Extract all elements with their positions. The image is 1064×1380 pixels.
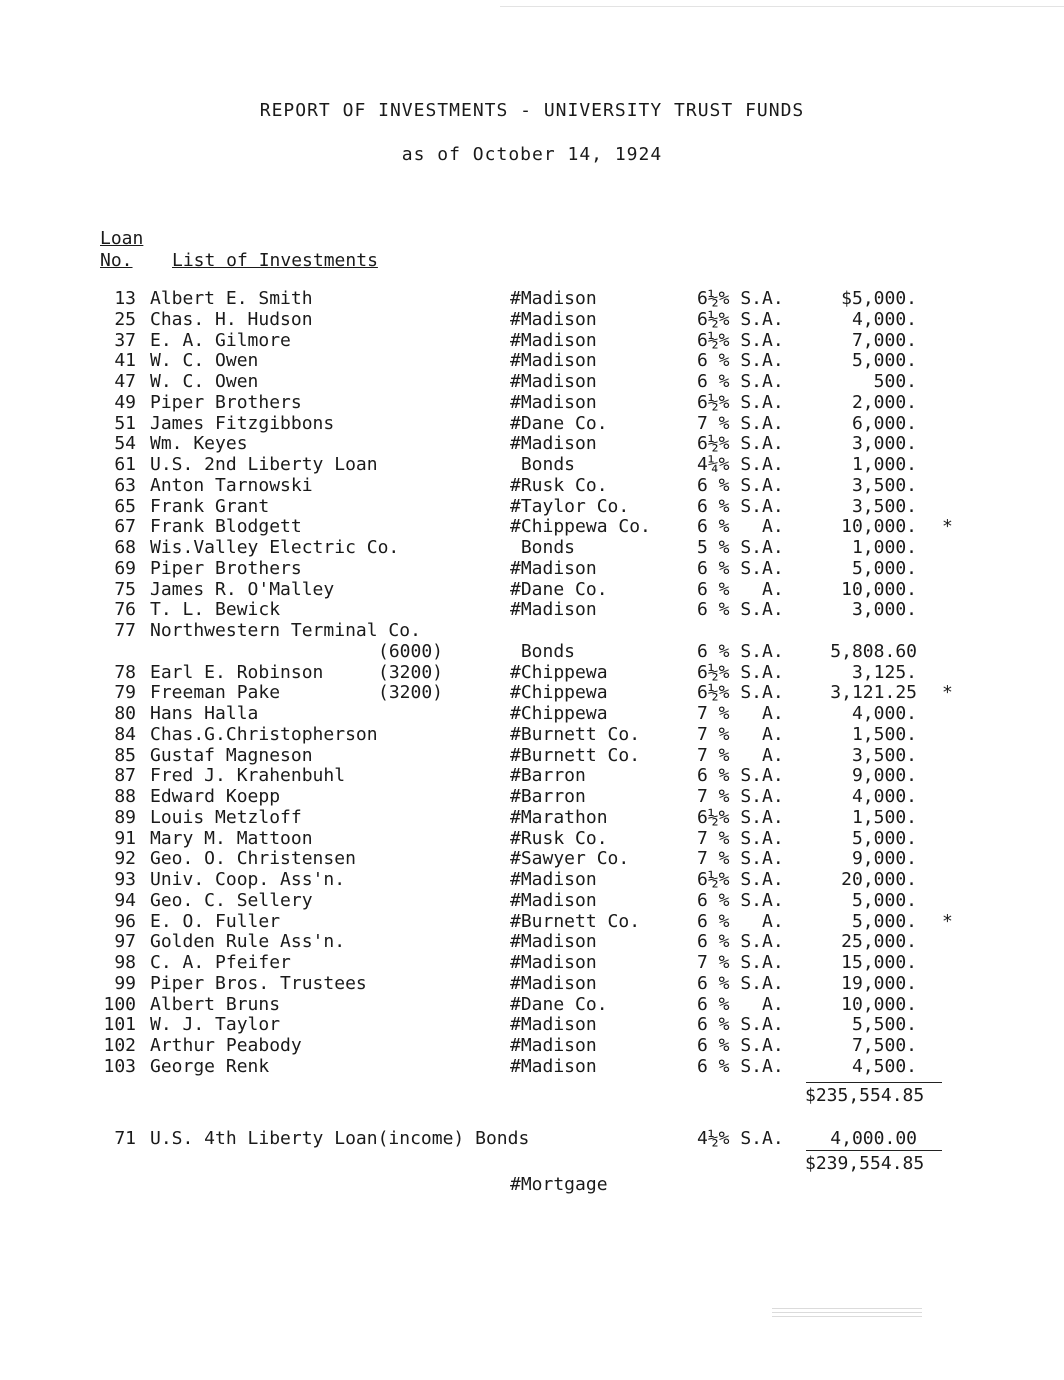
security-type: #Burnett Co. bbox=[510, 910, 641, 932]
table-row bbox=[0, 434, 1064, 455]
table-row bbox=[0, 663, 1064, 684]
investment-name: George Renk bbox=[150, 1055, 270, 1077]
investment-amount: 3,000. bbox=[851, 599, 917, 621]
interest-rate: 6 % A. bbox=[697, 993, 784, 1015]
interest-rate: 7 % A. bbox=[697, 703, 784, 724]
investment-amount: 5,000. bbox=[851, 350, 917, 372]
interest-rate: 6½% S.A. bbox=[697, 391, 784, 413]
security-type: Bonds bbox=[510, 640, 576, 662]
loan-number: 80 bbox=[114, 703, 136, 724]
mortgage-footnote: #Mortgage bbox=[510, 1174, 608, 1195]
table-row bbox=[0, 766, 1064, 787]
investment-name: James Fitzgibbons bbox=[150, 412, 335, 434]
interest-rate: 6½% S.A. bbox=[697, 288, 784, 309]
investment-amount: 19,000. bbox=[841, 972, 917, 994]
loan-number: 68 bbox=[114, 537, 136, 558]
liberty-loan-row bbox=[0, 1128, 1064, 1150]
security-type: #Madison bbox=[510, 433, 597, 455]
table-row bbox=[0, 953, 1064, 974]
investment-name: W. J. Taylor bbox=[150, 1014, 281, 1036]
investment-name: U.S. 2nd Liberty Loan bbox=[150, 454, 378, 475]
investment-name: Northwestern Terminal Co. bbox=[150, 620, 421, 641]
table-row bbox=[0, 372, 1064, 393]
table-row bbox=[0, 497, 1064, 518]
table-row bbox=[0, 331, 1064, 352]
table-row bbox=[0, 849, 1064, 870]
investment-list bbox=[0, 289, 1064, 1078]
column-header-list: List of Investments bbox=[172, 250, 378, 271]
interest-rate: 6 % S.A. bbox=[697, 350, 784, 372]
column-header-loan: Loan bbox=[100, 228, 144, 249]
interest-rate: 7 % S.A. bbox=[697, 786, 784, 807]
interest-rate: 4¼% S.A. bbox=[697, 454, 784, 475]
loan-number: 37 bbox=[114, 329, 136, 351]
column-header-no: No. bbox=[100, 250, 133, 271]
table-row bbox=[0, 787, 1064, 808]
security-type: #Madison bbox=[510, 1035, 597, 1056]
table-row bbox=[0, 829, 1064, 850]
investment-amount: 3,500. bbox=[851, 495, 917, 517]
loan-number: 65 bbox=[114, 495, 136, 517]
table-row bbox=[0, 870, 1064, 891]
loan-number: 97 bbox=[114, 931, 136, 953]
table-row bbox=[0, 891, 1064, 912]
investment-name: Albert E. Smith bbox=[150, 288, 313, 309]
loan-number: 76 bbox=[114, 599, 136, 621]
loan-number: 54 bbox=[114, 433, 136, 455]
security-type: #Taylor Co. bbox=[510, 495, 630, 517]
security-type: #Madison bbox=[510, 288, 597, 309]
investment-amount: 5,000. bbox=[851, 557, 917, 579]
security-type: #Barron bbox=[510, 765, 586, 787]
interest-rate: 6 % S.A. bbox=[697, 1035, 784, 1056]
interest-rate: 7 % A. bbox=[697, 744, 784, 766]
investment-amount: 7,500. bbox=[851, 1035, 917, 1056]
investment-name: Edward Koepp bbox=[150, 786, 281, 807]
table-row bbox=[0, 455, 1064, 476]
security-type: #Madison bbox=[510, 1055, 597, 1077]
investment-amount: 15,000. bbox=[841, 952, 917, 973]
loan-number: 78 bbox=[114, 661, 136, 683]
investment-amount: 3,500. bbox=[851, 744, 917, 766]
table-row bbox=[0, 351, 1064, 372]
interest-rate: 6½% S.A. bbox=[697, 329, 784, 351]
security-type: #Dane Co. bbox=[510, 412, 608, 434]
loan-number: 84 bbox=[114, 723, 136, 745]
interest-rate: 6 % S.A. bbox=[697, 474, 784, 496]
investment-name: Louis Metzloff bbox=[150, 806, 302, 828]
security-type: #Sawyer Co. bbox=[510, 848, 630, 870]
security-type: #Barron bbox=[510, 786, 586, 807]
investment-amount: 5,000. bbox=[851, 827, 917, 849]
interest-rate: 6 % S.A. bbox=[697, 495, 784, 517]
subtotal-rule bbox=[806, 1082, 942, 1083]
interest-rate: 6½% S.A. bbox=[697, 661, 784, 683]
investment-amount: 5,000. bbox=[851, 910, 917, 932]
investment-name: Wm. Keyes bbox=[150, 433, 248, 455]
interest-rate: 6 % A. bbox=[697, 910, 784, 932]
table-row bbox=[0, 517, 1064, 538]
loan-number: 94 bbox=[114, 889, 136, 911]
interest-rate: 6 % S.A. bbox=[697, 371, 784, 392]
interest-rate: 6½% S.A. bbox=[697, 308, 784, 330]
table-row bbox=[0, 538, 1064, 559]
investment-amount: 5,500. bbox=[851, 1014, 917, 1036]
security-type: #Madison bbox=[510, 350, 597, 372]
investment-name: Frank Blodgett bbox=[150, 516, 302, 538]
loan-number: 25 bbox=[114, 308, 136, 330]
investment-name: Hans Halla bbox=[150, 703, 259, 724]
asterisk-mark: * bbox=[942, 682, 953, 704]
investment-amount: 4,500. bbox=[851, 1055, 917, 1077]
security-type: #Rusk Co. bbox=[510, 827, 608, 849]
interest-rate: 6 % S.A. bbox=[697, 599, 784, 621]
investment-amount: 1,000. bbox=[851, 537, 917, 558]
scan-edge bbox=[500, 6, 1064, 7]
investment-amount: 10,000. bbox=[841, 516, 917, 538]
interest-rate: 6½% S.A. bbox=[697, 806, 784, 828]
security-type: #Madison bbox=[510, 391, 597, 413]
investment-amount: 4,000. bbox=[851, 308, 917, 330]
security-type: #Chippewa bbox=[510, 682, 608, 704]
investment-name: Frank Grant bbox=[150, 495, 270, 517]
investment-name: Earl E. Robinson bbox=[150, 661, 324, 683]
table-row bbox=[0, 912, 1064, 933]
loan-number: 98 bbox=[114, 952, 136, 973]
table-row bbox=[0, 289, 1064, 310]
asterisk-mark: * bbox=[942, 910, 953, 932]
loan-number: 101 bbox=[103, 1014, 136, 1036]
security-type: #Madison bbox=[510, 557, 597, 579]
table-row bbox=[0, 746, 1064, 767]
loan-number: 49 bbox=[114, 391, 136, 413]
investment-name: Anton Tarnowski bbox=[150, 474, 313, 496]
interest-rate: 5 % S.A. bbox=[697, 537, 784, 558]
loan-number: 92 bbox=[114, 848, 136, 870]
investment-amount: 3,000. bbox=[851, 433, 917, 455]
investment-name: Chas.G.Christopherson bbox=[150, 723, 378, 745]
table-row bbox=[0, 559, 1064, 580]
investment-amount: 4,000. bbox=[851, 786, 917, 807]
loan-number: 61 bbox=[114, 454, 136, 475]
table-row bbox=[0, 995, 1064, 1016]
investment-amount: $5,000. bbox=[841, 288, 917, 309]
interest-rate: 6 % S.A. bbox=[697, 1014, 784, 1036]
table-row bbox=[0, 310, 1064, 331]
investment-name: W. C. Owen bbox=[150, 371, 259, 392]
table-row bbox=[0, 704, 1064, 725]
loan-number: 67 bbox=[114, 516, 136, 538]
loan-number: 99 bbox=[114, 972, 136, 994]
loan-number: 47 bbox=[114, 371, 136, 392]
scan-artifact bbox=[772, 1305, 922, 1321]
interest-rate: 6½% S.A. bbox=[697, 869, 784, 890]
investment-amount: 1,500. bbox=[851, 806, 917, 828]
grand-total-rule bbox=[806, 1150, 942, 1151]
table-row bbox=[0, 683, 1064, 704]
principal-note: (6000) bbox=[378, 640, 444, 662]
security-type: #Burnett Co. bbox=[510, 723, 641, 745]
security-type: #Madison bbox=[510, 931, 597, 953]
loan-number: 79 bbox=[114, 682, 136, 704]
interest-rate: 7 % S.A. bbox=[697, 412, 784, 434]
interest-rate: 7 % A. bbox=[697, 723, 784, 745]
investment-amount: 500. bbox=[873, 371, 917, 392]
interest-rate: 6 % A. bbox=[697, 516, 784, 538]
table-row bbox=[0, 808, 1064, 829]
investment-amount: 9,000. bbox=[851, 848, 917, 870]
interest-rate: 7 % S.A. bbox=[697, 848, 784, 870]
investment-amount: 3,125. bbox=[851, 661, 917, 683]
security-type: #Madison bbox=[510, 972, 597, 994]
loan-number: 71 bbox=[114, 1128, 136, 1149]
table-row bbox=[0, 393, 1064, 414]
table-row bbox=[0, 414, 1064, 435]
interest-rate: 6½% S.A. bbox=[697, 682, 784, 704]
interest-rate: 6½% S.A. bbox=[697, 433, 784, 455]
table-row bbox=[0, 580, 1064, 601]
investment-amount: 10,000. bbox=[841, 578, 917, 600]
table-row bbox=[0, 1057, 1064, 1078]
loan-number: 13 bbox=[114, 288, 136, 309]
table-row bbox=[0, 725, 1064, 746]
loan-number: 93 bbox=[114, 869, 136, 890]
investment-name: Univ. Coop. Ass'n. bbox=[150, 869, 346, 890]
investment-name: Arthur Peabody bbox=[150, 1035, 302, 1056]
security-type: Bonds bbox=[510, 537, 576, 558]
investment-name: Chas. H. Hudson bbox=[150, 308, 313, 330]
loan-number: 75 bbox=[114, 578, 136, 600]
principal-note: (3200) bbox=[378, 682, 444, 704]
table-row bbox=[0, 1015, 1064, 1036]
loan-number: 103 bbox=[103, 1055, 136, 1077]
security-type: #Burnett Co. bbox=[510, 744, 641, 766]
investment-name: E. O. Fuller bbox=[150, 910, 281, 932]
grand-total-amount: $239,554.85 bbox=[805, 1153, 925, 1174]
interest-rate: 7 % S.A. bbox=[697, 952, 784, 973]
investment-amount: 20,000. bbox=[841, 869, 917, 890]
table-row bbox=[0, 600, 1064, 621]
investment-name: Fred J. Krahenbuhl bbox=[150, 765, 346, 787]
investment-amount: 6,000. bbox=[851, 412, 917, 434]
investment-amount: 5,808.60 bbox=[830, 640, 917, 662]
loan-number: 63 bbox=[114, 474, 136, 496]
interest-rate: 7 % S.A. bbox=[697, 827, 784, 849]
investment-name: Albert Bruns bbox=[150, 993, 281, 1015]
investment-amount: 5,000. bbox=[851, 889, 917, 911]
loan-number: 87 bbox=[114, 765, 136, 787]
investment-amount: 4,000.00 bbox=[830, 1128, 917, 1149]
interest-rate: 6 % S.A. bbox=[697, 972, 784, 994]
table-row bbox=[0, 621, 1064, 642]
investment-amount: 3,121.25 bbox=[830, 682, 917, 704]
security-type: #Madison bbox=[510, 1014, 597, 1036]
security-type: #Chippewa bbox=[510, 661, 608, 683]
loan-number: 91 bbox=[114, 827, 136, 849]
subtotal-amount: $235,554.85 bbox=[805, 1085, 925, 1106]
table-row bbox=[0, 476, 1064, 497]
loan-number: 88 bbox=[114, 786, 136, 807]
table-row bbox=[0, 932, 1064, 953]
investment-name: W. C. Owen bbox=[150, 350, 259, 372]
loan-number: 51 bbox=[114, 412, 136, 434]
security-type: #Madison bbox=[510, 952, 597, 973]
report-title: REPORT OF INVESTMENTS - UNIVERSITY TRUST FUNDS bbox=[259, 100, 805, 121]
security-type: #Dane Co. bbox=[510, 993, 608, 1015]
security-type: #Madison bbox=[510, 599, 597, 621]
investment-name: Golden Rule Ass'n. bbox=[150, 931, 346, 953]
interest-rate: 6 % S.A. bbox=[697, 640, 784, 662]
investment-name: U.S. 4th Liberty Loan(income) Bonds bbox=[150, 1128, 530, 1149]
interest-rate: 6 % S.A. bbox=[697, 1055, 784, 1077]
investment-name: Piper Bros. Trustees bbox=[150, 972, 367, 994]
investment-amount: 1,000. bbox=[851, 454, 917, 475]
interest-rate: 4½% S.A. bbox=[697, 1128, 784, 1149]
interest-rate: 6 % A. bbox=[697, 578, 784, 600]
security-type: #Madison bbox=[510, 308, 597, 330]
security-type: #Dane Co. bbox=[510, 578, 608, 600]
investment-name: Piper Brothers bbox=[150, 557, 302, 579]
investment-name: Wis.Valley Electric Co. bbox=[150, 537, 400, 558]
security-type: #Rusk Co. bbox=[510, 474, 608, 496]
investment-name: James R. O'Malley bbox=[150, 578, 335, 600]
table-row bbox=[0, 642, 1064, 663]
loan-number: 41 bbox=[114, 350, 136, 372]
investment-amount: 1,500. bbox=[851, 723, 917, 745]
interest-rate: 6 % S.A. bbox=[697, 889, 784, 911]
security-type: #Madison bbox=[510, 889, 597, 911]
security-type: #Madison bbox=[510, 371, 597, 392]
table-row bbox=[0, 974, 1064, 995]
security-type: Bonds bbox=[510, 454, 576, 475]
loan-number: 100 bbox=[103, 993, 136, 1015]
table-row bbox=[0, 1036, 1064, 1057]
investment-name: T. L. Bewick bbox=[150, 599, 281, 621]
loan-number: 89 bbox=[114, 806, 136, 828]
investment-amount: 9,000. bbox=[851, 765, 917, 787]
loan-number: 85 bbox=[114, 744, 136, 766]
investment-amount: 7,000. bbox=[851, 329, 917, 351]
loan-number: 77 bbox=[114, 620, 136, 641]
loan-number: 96 bbox=[114, 910, 136, 932]
loan-number: 69 bbox=[114, 557, 136, 579]
security-type: #Marathon bbox=[510, 806, 608, 828]
interest-rate: 6 % S.A. bbox=[697, 557, 784, 579]
investment-name: Mary M. Mattoon bbox=[150, 827, 313, 849]
investment-amount: 10,000. bbox=[841, 993, 917, 1015]
investment-amount: 4,000. bbox=[851, 703, 917, 724]
security-type: #Chippewa Co. bbox=[510, 516, 651, 538]
investment-name: Geo. O. Christensen bbox=[150, 848, 356, 870]
interest-rate: 6 % S.A. bbox=[697, 931, 784, 953]
investment-name: Freeman Pake bbox=[150, 682, 281, 704]
security-type: #Madison bbox=[510, 329, 597, 351]
interest-rate: 6 % S.A. bbox=[697, 765, 784, 787]
security-type: #Chippewa bbox=[510, 703, 608, 724]
report-date: as of October 14, 1924 bbox=[401, 144, 663, 165]
investment-name: C. A. Pfeifer bbox=[150, 952, 291, 973]
investment-amount: 3,500. bbox=[851, 474, 917, 496]
asterisk-mark: * bbox=[942, 516, 953, 538]
principal-note: (3200) bbox=[378, 661, 444, 683]
loan-number: 102 bbox=[103, 1035, 136, 1056]
investment-name: Geo. C. Sellery bbox=[150, 889, 313, 911]
investment-name: E. A. Gilmore bbox=[150, 329, 291, 351]
investment-amount: 2,000. bbox=[851, 391, 917, 413]
investment-name: Piper Brothers bbox=[150, 391, 302, 413]
investment-amount: 25,000. bbox=[841, 931, 917, 953]
investment-name: Gustaf Magneson bbox=[150, 744, 313, 766]
security-type: #Madison bbox=[510, 869, 597, 890]
